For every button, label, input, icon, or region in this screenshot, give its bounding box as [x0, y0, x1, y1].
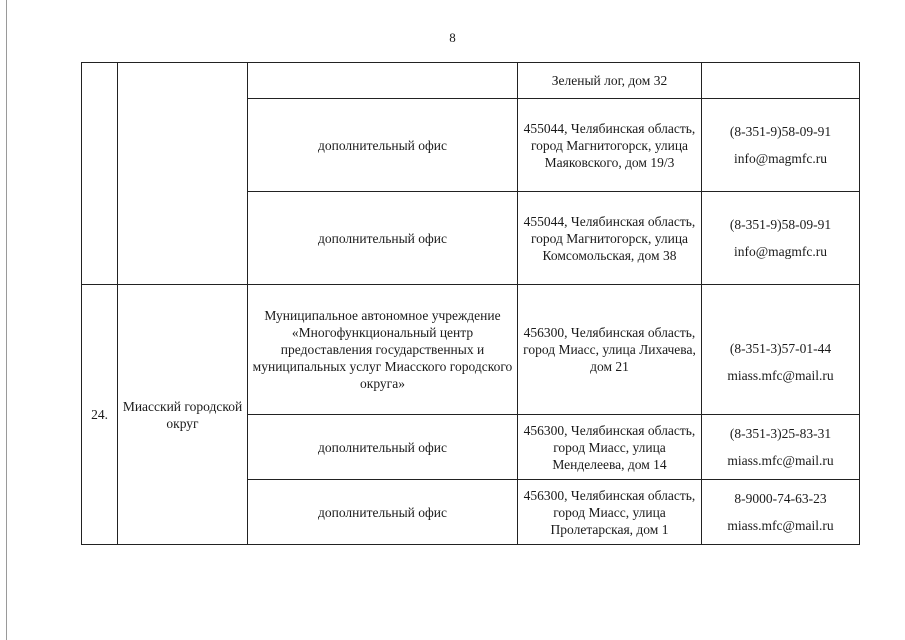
district-name: Миасский городской округ: [118, 285, 248, 545]
email-address: info@magmfc.ru: [733, 151, 828, 166]
phone-number: 8-9000-74-63-23: [734, 491, 827, 506]
contact-cell: [702, 192, 860, 285]
name-cell: Муниципальное автономное учреждение «Многофункциональный центр предоставления государственных и муниципальных услуг Миасского городского округа»: [248, 285, 518, 415]
phone-number: (8-351-3)57-01-44: [729, 340, 832, 356]
contact-cell: [702, 285, 860, 415]
contact-cell: [702, 480, 860, 545]
contact-cell: [702, 99, 860, 192]
address-cell: 455044, Челябинская область, город Магнитогорск, улица Маяковского, дом 19/3: [518, 99, 702, 192]
address-cell: Зеленый лог, дом 32: [518, 63, 702, 99]
phone-number: (8-351-9)58-09-91: [729, 124, 832, 139]
address-cell: 456300, Челябинская область, город Миасс, улица Менделеева, дом 14: [518, 415, 702, 480]
name-cell: дополнительный офис: [248, 480, 518, 545]
name-cell: дополнительный офис: [248, 415, 518, 480]
name-cell: [248, 63, 518, 99]
phone-number: (8-351-9)58-09-91: [729, 217, 832, 232]
email-address: miass.mfc@mail.ru: [727, 367, 834, 383]
address-cell: 455044, Челябинская область, город Магнитогорск, улица Комсомольская, дом 38: [518, 192, 702, 285]
phone-number: (8-351-3)25-83-31: [729, 426, 832, 441]
row-number: 24.: [82, 285, 118, 545]
number-cell-prev: [82, 63, 118, 285]
name-cell: дополнительный офис: [248, 192, 518, 285]
mfc-offices-table: [81, 62, 860, 545]
address-cell: 456300, Челябинская область, город Миасс, улица Лихачева, дом 21: [518, 285, 702, 415]
district-cell-prev: [118, 63, 248, 285]
email-address: miass.mfc@mail.ru: [727, 453, 834, 468]
page-left-edge: [6, 0, 7, 640]
contact-cell: [702, 415, 860, 480]
contact-cell: [702, 63, 860, 99]
name-cell: дополнительный офис: [248, 99, 518, 192]
email-address: info@magmfc.ru: [733, 244, 828, 259]
email-address: miass.mfc@mail.ru: [727, 518, 834, 533]
address-cell: 456300, Челябинская область, город Миасс, улица Пролетарская, дом 1: [518, 480, 702, 545]
table-row: [82, 285, 860, 415]
page-number: 8: [449, 30, 456, 45]
table-row: [82, 63, 860, 99]
